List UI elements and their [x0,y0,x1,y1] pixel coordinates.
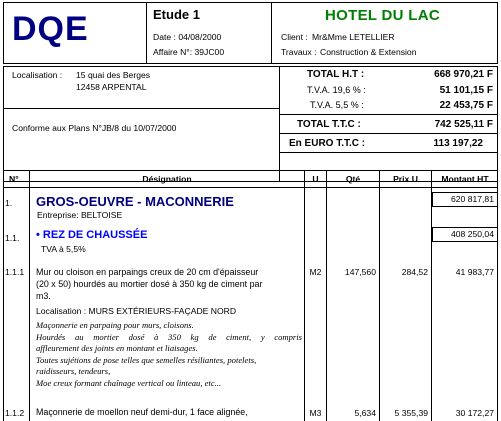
row-3-localisation: Localisation : MURS EXTÉRIEURS-FAÇADE NORD [36,306,237,316]
address-line2: 12458 ARPENTAL [76,82,147,92]
row-3-line1: Mur ou cloison en parpaings creux de 20 cm d'épaisseur [36,267,259,277]
etude-affaire: Affaire N°: 39JC00 [153,47,225,57]
row-3-qty: 147,560 [344,267,376,277]
row-1-amount: 620 817,81 [432,192,498,207]
header-amount: Montant HT [441,174,489,184]
col-sep-qty [379,170,380,421]
totals-divider-3 [279,152,498,153]
tva1-label: T.V.A. 19,6 % : [307,85,366,95]
total-ttc-value: 742 525,11 F [434,119,493,130]
header-unit: U [312,174,319,184]
row-4-num: 1.1.2 [5,408,25,418]
row-2-amount: 408 250,04 [432,227,498,242]
etude-date: Date : 04/08/2000 [153,32,222,42]
row-3-unit: M2 [309,267,322,277]
row-4-amount: 30 172,27 [455,408,494,418]
client-value: Mr&Mme LETELLIER [312,32,395,42]
row-2-title: • REZ DE CHAUSSÉE [36,229,148,241]
total-ht-value: 668 970,21 F [434,69,493,80]
row-1-title: GROS-OEUVRE - MACONNERIE [36,194,234,209]
travaux-value: Construction & Extension [320,47,417,57]
row-3-note3: affleurement des joints en montant et liaisages. [36,343,198,353]
row-4-line1: Maçonnerie de moellon neuf demi-dur, 1 face alignée, [36,407,248,417]
row-1-subtitle: Entreprise: BELTOISE [37,210,123,220]
tva2-value: 22 453,75 F [439,100,493,111]
col-sep-price [431,170,432,421]
row-3-amount: 41 983,77 [455,267,494,277]
table-header-divider [3,187,498,188]
row-3-price: 284,52 [401,267,428,277]
total-ht-label: TOTAL H.T : [307,69,365,80]
tva2-label: T.V.A. 5,5 % : [310,100,364,110]
row-3-note2: Hourdés au mortier dosé à 350 kg de ciment, y compris [36,332,302,342]
header-designation: Désignation [142,174,192,184]
row-3-note5: raidisseurs, tendeurs, [36,366,111,376]
euro-ttc-value: 113 197,22 [433,138,483,149]
total-ttc-label: TOTAL T.T.C : [297,119,361,130]
row-1-num: 1. [5,198,13,208]
localisation-label: Localisation : [12,70,63,80]
tva1-value: 51 101,15 F [439,85,493,96]
address-line1: 15 quai des Berges [76,70,151,80]
row-4-unit: M3 [309,408,322,418]
row-2-num: 1.1. [5,233,20,243]
travaux-label: Travaux : [281,47,317,57]
header-qty: Qté [345,174,361,184]
header-num: N° [9,174,19,184]
col-sep-designation [304,170,305,421]
localisation-divider [3,108,280,109]
document-code: DQE [12,10,89,48]
row-2-subtitle: TVA à 5,5% [41,244,86,254]
row-3-note1: Maçonnerie en parpaing pour murs, cloisons. [36,320,194,330]
row-4-qty: 5,634 [354,408,376,418]
row-3-note4: Toutes sujétions de pose telles que semelles résiliantes, potelets, [36,355,257,365]
totals-divider-2 [279,133,498,134]
col-sep-num [29,170,30,421]
conforme-plans: Conforme aux Plans N°JB/8 du 10/07/2000 [12,123,177,133]
totals-divider-1 [279,114,498,115]
header-price: Prix U [393,174,418,184]
row-4-price: 5 355,39 [394,408,428,418]
euro-ttc-label: En EURO T.T.C : [289,138,366,149]
col-sep-unit [326,170,327,421]
row-3-note6: Moe creux formant chaînage vertical ou linteau, etc... [36,378,222,388]
row-3-line2: (20 x 50) hourdés au mortier dosé à 350 kg de ciment par [36,279,263,289]
hotel-name: HOTEL DU LAC [325,7,440,24]
client-label: Client : [281,32,308,42]
etude-title: Etude 1 [153,7,200,22]
row-3-line3: m3. [36,291,51,301]
row-3-num: 1.1.1 [5,267,25,277]
